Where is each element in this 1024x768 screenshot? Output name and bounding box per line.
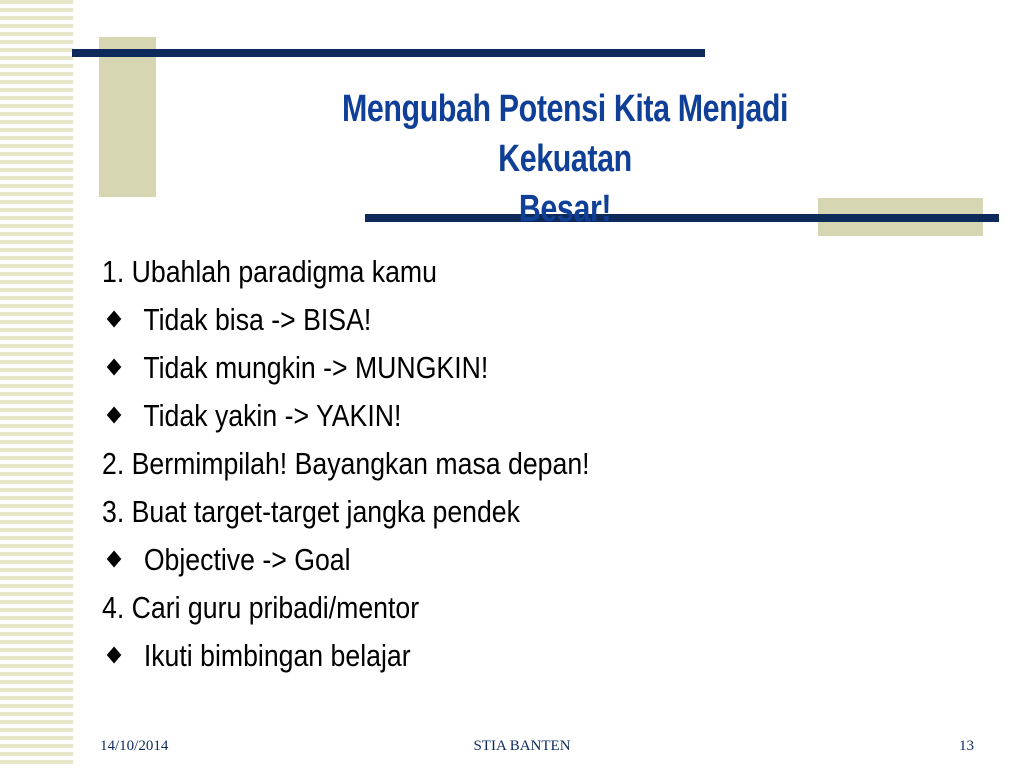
- content-line-2: [102, 296, 842, 344]
- content-line-6: [102, 488, 842, 536]
- content-line-text: Tidak mungkin -> MUNGKIN!: [143, 350, 489, 385]
- content-line-7: [102, 536, 842, 584]
- slide-title: [273, 84, 857, 234]
- content-line-1: [102, 248, 842, 296]
- slide-title-line-1: Mengubah Potensi Kita Menjadi Kekuatan: [341, 88, 789, 180]
- content-line-9: [102, 632, 842, 680]
- slide-content: [102, 248, 962, 680]
- diamond-bullet-icon: [107, 406, 122, 423]
- content-line-text: Tidak yakin -> YAKIN!: [143, 398, 402, 433]
- content-line-8: [102, 584, 842, 632]
- content-line-3: [102, 344, 842, 392]
- content-line-text: 1. Ubahlah paradigma kamu: [102, 254, 437, 289]
- content-line-4: [102, 392, 842, 440]
- diamond-bullet-icon: [107, 358, 122, 375]
- slide-title-line-2: Besar!: [518, 188, 612, 230]
- content-line-text: 3. Buat target-target jangka pendek: [102, 494, 520, 529]
- content-line-text: Objective -> Goal: [143, 542, 351, 577]
- decorative-stripes: [0, 0, 73, 768]
- title-rule-top: [72, 49, 705, 57]
- diamond-bullet-icon: [107, 646, 122, 663]
- content-line-5: [102, 440, 842, 488]
- diamond-bullet-icon: [107, 550, 122, 567]
- footer-date: 14/10/2014: [100, 738, 169, 754]
- content-line-text: 4. Cari guru pribadi/mentor: [102, 590, 420, 625]
- content-line-text: Tidak bisa -> BISA!: [143, 302, 372, 337]
- footer-organization: STIA BANTEN: [473, 738, 571, 754]
- diamond-bullet-icon: [107, 310, 122, 327]
- decorative-block-left: [99, 37, 156, 197]
- footer-page-number: 13: [959, 738, 974, 754]
- content-line-text: Ikuti bimbingan belajar: [143, 638, 411, 673]
- content-line-text: 2. Bermimpilah! Bayangkan masa depan!: [102, 446, 590, 481]
